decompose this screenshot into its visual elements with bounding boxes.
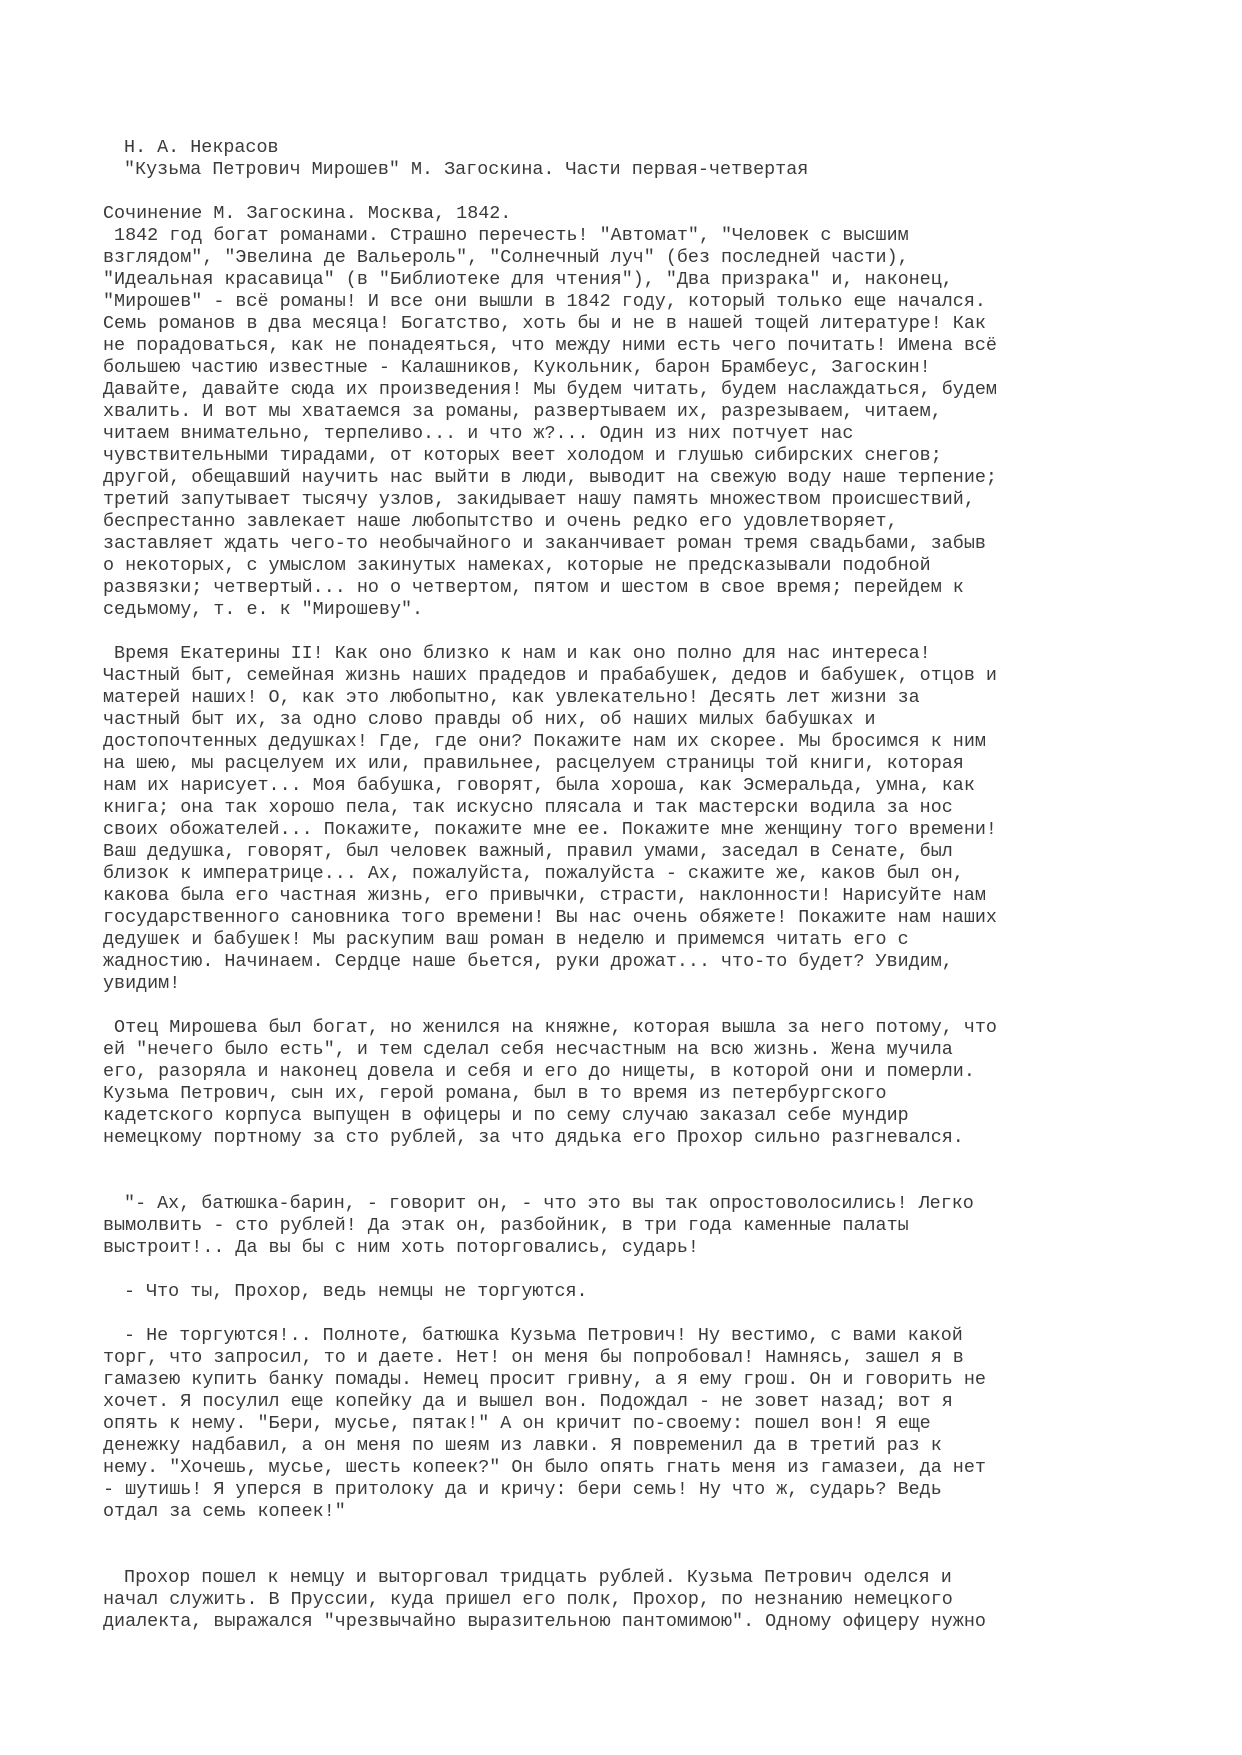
text-line: взглядом", "Эвелина де Вальероль", "Солнечный луч" (без последней части), xyxy=(103,247,909,268)
text-line: нему. "Хочешь, мусье, шесть копеек?" Он было опять гнать меня из гамазеи, да нет xyxy=(103,1457,986,1478)
text-line: читаем внимательно, терпеливо... и что ж?... Один из них потчует нас xyxy=(103,423,854,444)
text-line: беспрестанно завлекает наше любопытство и очень редко его удовлетворяет, xyxy=(103,511,898,532)
text-line: нам их нарисует... Моя бабушка, говорят, была хороша, как Эсмеральда, умна, как xyxy=(103,775,975,796)
text-line: вымолвить - сто рублей! Да этак он, разбойник, в три года каменные палаты xyxy=(103,1215,909,1236)
spacer xyxy=(113,1149,1133,1171)
text-line: большею частию известные - Калашников, Кукольник, барон Брамбеус, Загоскин! xyxy=(103,357,931,378)
text-line: хочет. Я посулил еще копейку да и вышел вон. Подождал - не зовет назад; вот я xyxy=(103,1391,953,1412)
text-line: увидим! xyxy=(103,973,181,994)
text-line: Прохор пошел к немцу и выторговал тридцать рублей. Кузьма Петрович оделся и xyxy=(113,1567,952,1588)
title-line: "Кузьма Петрович Мирошев" М. Загоскина. Части первая-четвертая xyxy=(113,159,809,180)
text-line: своих обожателей... Покажите, покажите мне ее. Покажите мне женщину того времени! xyxy=(103,819,997,840)
text-line: отдал за семь копеек!" xyxy=(103,1501,346,1522)
text-line: какова была его частная жизнь, его привычки, страсти, наклонности! Нарисуйте нам xyxy=(103,885,986,906)
text-line: третий запутывает тысячу узлов, закидывает нашу память множеством происшествий, xyxy=(103,489,975,510)
paragraph xyxy=(103,643,1133,995)
spacer xyxy=(113,1523,1133,1545)
text-line: чувствительными тирадами, от которых веет холодом и глушью сибирских снегов; xyxy=(103,445,942,466)
text-line: денежку надбавил, а он меня по шеям из лавки. Я повременил да в третий раз к xyxy=(103,1435,942,1456)
text-line: хвалить. И вот мы хватаемся за романы, развертываем их, разрезываем, читаем, xyxy=(103,401,942,422)
text-line: - Что ты, Прохор, ведь немцы не торгуются. xyxy=(113,1281,588,1302)
text-line: выстроит!.. Да вы бы с ним хоть поторговались, сударь! xyxy=(103,1237,699,1258)
text-line: жадностию. Начинаем. Сердце наше бьется, руки дрожат... что-то будет? Увидим, xyxy=(103,951,953,972)
text-line: начал служить. В Пруссии, куда пришел его полк, Прохор, по незнанию немецкого xyxy=(103,1589,953,1610)
text-line: "- Ах, батюшка-барин, - говорит он, - что это вы так опростоволосились! Легко xyxy=(113,1193,974,1214)
text-line: опять к нему. "Бери, мусье, пятак!" А он кричит по-своему: пошел вон! Я еще xyxy=(103,1413,931,1434)
text-line: дедушек и бабушек! Мы раскупим ваш роман в неделю и примемся читать его с xyxy=(103,929,909,950)
text-line: на шею, мы расцелуем их или, правильнее, расцелуем страницы той книги, которая xyxy=(103,753,964,774)
text-line: Ваш дедушка, говорят, был человек важный, правил умами, заседал в Сенате, был xyxy=(103,841,953,862)
text-line: кадетского корпуса выпущен в офицеры и по сему случаю заказал себе мундир xyxy=(103,1105,909,1126)
spacer xyxy=(113,1545,1133,1567)
text-line: близок к императрице... Ах, пожалуйста, пожалуйста - скажите же, каков был он, xyxy=(103,863,964,884)
text-line: Давайте, давайте сюда их произведения! Мы будем читать, будем наслаждаться, будем xyxy=(103,379,997,400)
text-line: гамазею купить банку помады. Немец просит гривну, а я ему грош. Он и говорить не xyxy=(103,1369,986,1390)
text-line: Семь романов в два месяца! Богатство, хоть бы и не в нашей тощей литературе! Как xyxy=(103,313,986,334)
text-line: матерей наших! О, как это любопытно, как увлекательно! Десять лет жизни за xyxy=(103,687,920,708)
text-line: не порадоваться, как не понадеяться, что между ними есть чего почитать! Имена всё xyxy=(103,335,997,356)
text-line: - шутишь! Я уперся в притолоку да и кричу: бери семь! Ну что ж, сударь? Ведь xyxy=(103,1479,942,1500)
text-line: о некоторых, с умыслом закинутых намеках, которые не предсказывали подобной xyxy=(103,555,931,576)
text-line: достопочтенных дедушках! Где, где они? Покажите нам их скорее. Мы бросимся к ним xyxy=(103,731,986,752)
text-line: ей "нечего было есть", и тем сделал себя несчастным на всю жизнь. Жена мучила xyxy=(103,1039,953,1060)
paragraph xyxy=(103,1193,1133,1259)
text-line: частный быт их, за одно слово правды об них, об наших милых бабушках и xyxy=(103,709,876,730)
paragraph xyxy=(113,1281,1133,1303)
text-line: заставляет ждать чего-то необычайного и заканчивает роман тремя свадьбами, забыв xyxy=(103,533,986,554)
text-line: 1842 год богат романами. Страшно перечесть! "Автомат", "Человек с высшим xyxy=(103,225,909,246)
text-line: "Идеальная красавица" (в "Библиотеке для чтения"), "Два призрака" и, наконец, xyxy=(103,269,953,290)
text-line: развязки; четвертый... но о четвертом, пятом и шестом в свое время; перейдем к xyxy=(103,577,964,598)
paragraph xyxy=(103,1017,1133,1149)
paragraph xyxy=(103,1567,1133,1633)
paragraph xyxy=(103,225,1133,621)
text-line: торг, что запросил, то и даете. Нет! он меня бы попробовал! Намнясь, зашел я в xyxy=(103,1347,964,1368)
spacer xyxy=(113,621,1133,643)
paragraph xyxy=(103,1325,1133,1523)
text-line: немецкому портному за сто рублей, за что дядька его Прохор сильно разгневался. xyxy=(103,1127,964,1148)
spacer xyxy=(113,1171,1133,1193)
text-line: Частный быт, семейная жизнь наших прадедов и прабабушек, дедов и бабушек, отцов и xyxy=(103,665,997,686)
spacer xyxy=(113,1303,1133,1325)
spacer xyxy=(113,995,1133,1017)
text-line: диалекта, выражался "чрезвычайно выразительною пантомимою". Одному офицеру нужно xyxy=(103,1611,986,1632)
spacer xyxy=(113,181,1133,203)
spacer xyxy=(113,1259,1133,1281)
text-line: Отец Мирошева был богат, но женился на княжне, которая вышла за него потому, что xyxy=(103,1017,997,1038)
text-line: - Не торгуются!.. Полноте, батюшка Кузьма Петрович! Ну вестимо, с вами какой xyxy=(113,1325,963,1346)
author-line: Н. А. Некрасов xyxy=(113,137,279,158)
source-note: Сочинение М. Загоскина. Москва, 1842. xyxy=(103,203,512,224)
text-line: другой, обещавший научить нас выйти в люди, выводит на свежую воду наше терпение; xyxy=(103,467,997,488)
text-line: Время Екатерины II! Как оно близко к нам и как оно полно для нас интереса! xyxy=(103,643,931,664)
text-line: седьмому, т. е. к "Мирошеву". xyxy=(103,599,424,620)
text-line: его, разоряла и наконец довела и себя и его до нищеты, в которой они и померли. xyxy=(103,1061,975,1082)
text-line: "Мирошев" - всё романы! И все они вышли в 1842 году, который только еще начался. xyxy=(103,291,986,312)
text-line: государственного сановника того времени! Вы нас очень обяжете! Покажите нам наших xyxy=(103,907,997,928)
text-line: Кузьма Петрович, сын их, герой романа, был в то время из петербургского xyxy=(103,1083,887,1104)
document-page xyxy=(103,137,1133,1633)
text-line: книга; она так хорошо пела, так искусно плясала и так мастерски водила за нос xyxy=(103,797,953,818)
